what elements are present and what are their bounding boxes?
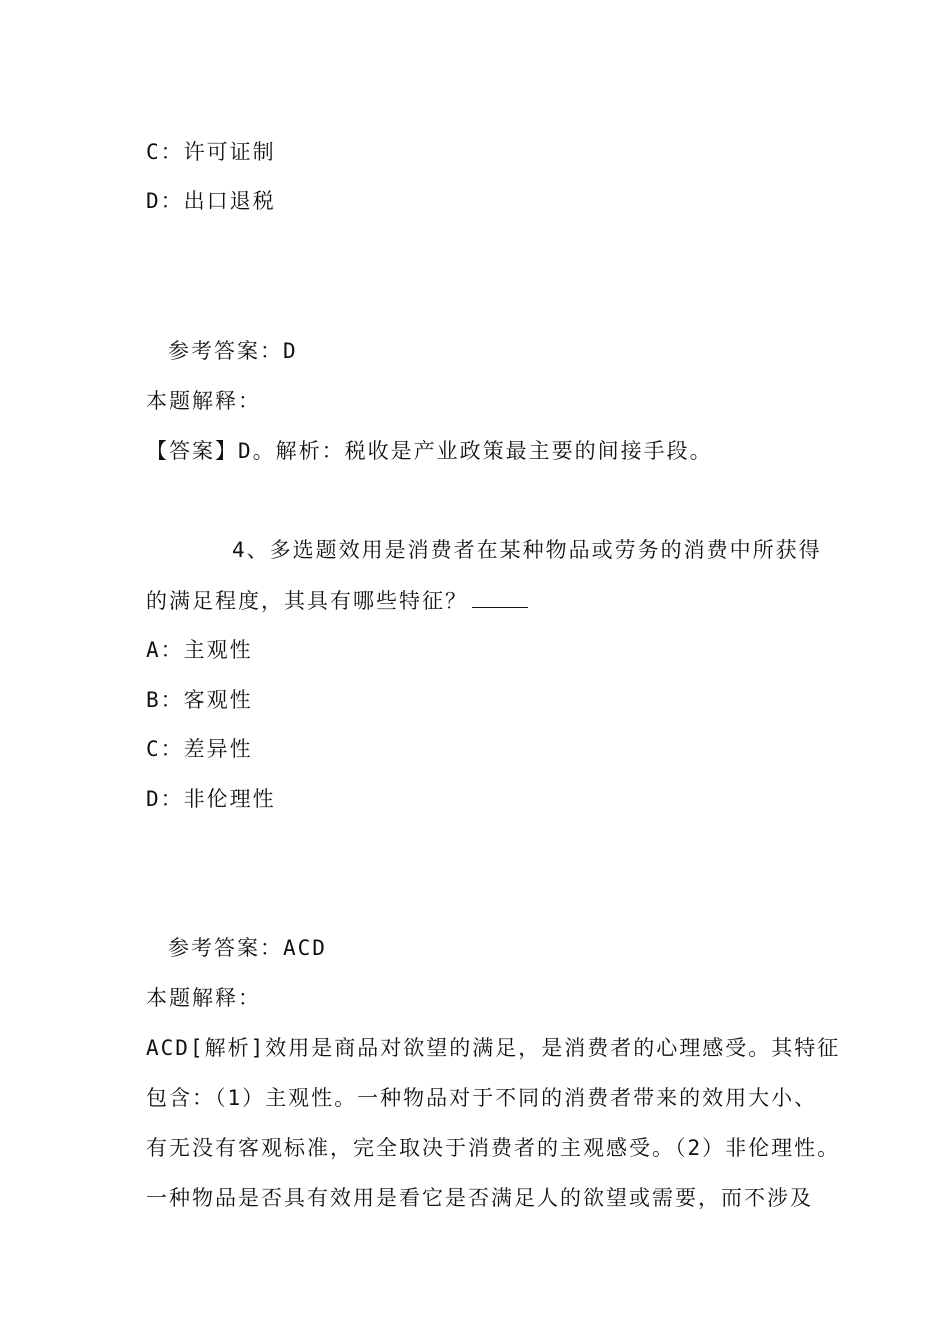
q3-option-d: D：出口退税 — [146, 189, 276, 213]
q4-stem-line1: 4、多选题效用是消费者在某种物品或劳务的消费中所获得 — [232, 538, 822, 562]
q4-option-a: A：主观性 — [146, 638, 253, 662]
q4-explanation-line: ACD[解析]效用是商品对欲望的满足，是消费者的心理感受。其特征 — [146, 1036, 841, 1060]
q4-explanation-line: 有无没有客观标准，完全取决于消费者的主观感受。（2）非伦理性。 — [146, 1136, 841, 1160]
q4-explanation-line: 包含：（1）主观性。一种物品对于不同的消费者带来的效用大小、 — [146, 1086, 818, 1110]
q4-option-b: B：客观性 — [146, 688, 253, 712]
q4-stem-text: 的满足程度，其具有哪些特征？ — [146, 589, 468, 613]
q3-explanation: 【答案】D。解析：税收是产业政策最主要的间接手段。 — [146, 439, 713, 463]
q3-option-c: C：许可证制 — [146, 140, 276, 164]
q4-option-d: D：非伦理性 — [146, 787, 276, 811]
q4-explanation-label: 本题解释： — [146, 986, 261, 1010]
q3-explanation-label: 本题解释： — [146, 389, 261, 413]
q4-explanation-line: 一种物品是否具有效用是看它是否满足人的欲望或需要，而不涉及 — [146, 1186, 813, 1210]
q4-option-c: C：差异性 — [146, 737, 253, 761]
q3-answer: 参考答案：D — [168, 339, 298, 363]
q4-stem-line2 — [146, 587, 528, 615]
answer-blank — [472, 589, 528, 608]
q4-answer: 参考答案：ACD — [168, 936, 327, 960]
